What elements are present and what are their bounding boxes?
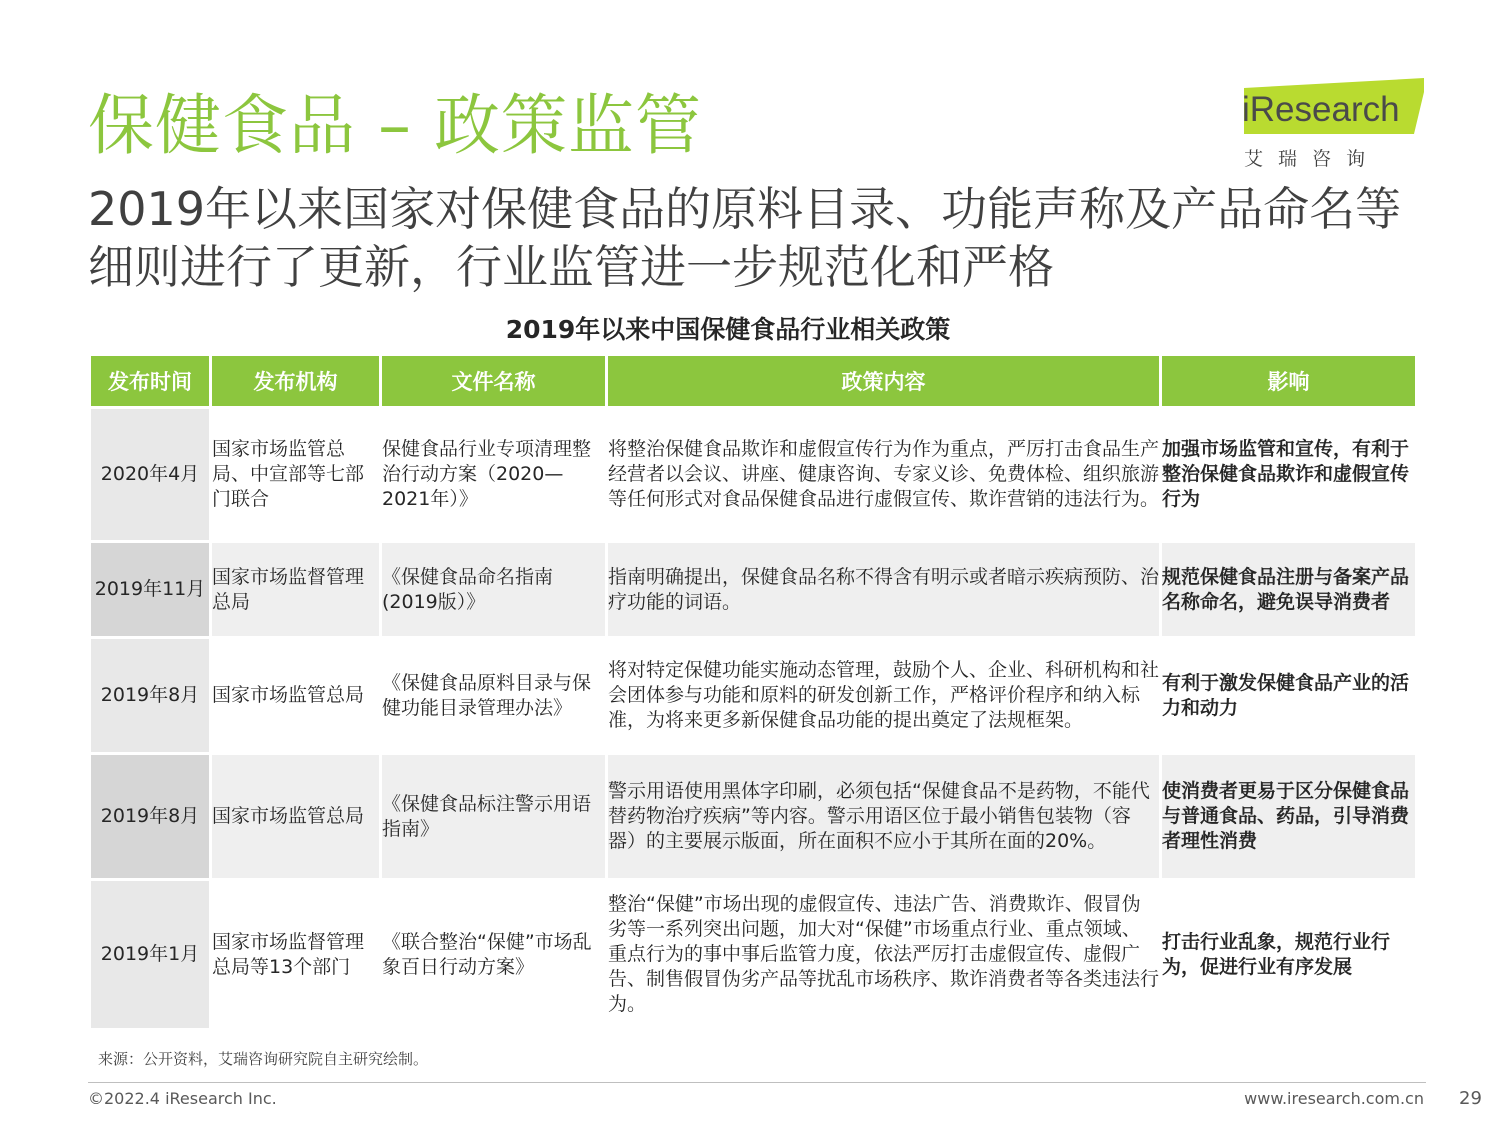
cell-issuer: 国家市场监管总局 bbox=[212, 639, 379, 752]
cell-document: 保健食品行业专项清理整治行动方案（2020—2021年）》 bbox=[382, 409, 605, 540]
cell-impact: 打击行业乱象，规范行业行为，促进行业有序发展 bbox=[1162, 881, 1415, 1028]
table-row bbox=[91, 543, 1415, 636]
cell-document: 《保健食品标注警示用语指南》 bbox=[382, 755, 605, 878]
cell-issuer: 国家市场监管总局 bbox=[212, 755, 379, 878]
logo-brand: iResearch bbox=[1242, 90, 1400, 129]
cell-issuer: 国家市场监管总局、中宣部等七部门联合 bbox=[212, 409, 379, 540]
cell-content: 将整治保健食品欺诈和虚假宣传行为作为重点，严厉打击食品生产经营者以会议、讲座、健康咨询、专家义诊、免费体检、组织旅游等任何形式对食品保健食品进行虚假宣传、欺诈营销的违法行为。 bbox=[608, 409, 1159, 540]
table-row bbox=[91, 639, 1415, 752]
iresearch-logo bbox=[1230, 78, 1430, 168]
cell-date: 2019年11月 bbox=[91, 543, 209, 636]
column-header-date: 发布时间 bbox=[91, 356, 209, 406]
cell-content: 警示用语使用黑体字印刷，必须包括“保健食品不是药物，不能代替药物治疗疾病”等内容。警示用语区位于最小销售包装物（容器）的主要展示版面，所在面积不应小于其所在面的20%。 bbox=[608, 755, 1159, 878]
policy-table bbox=[88, 353, 1418, 1031]
table-row bbox=[91, 755, 1415, 878]
cell-date: 2019年8月 bbox=[91, 755, 209, 878]
table-header-row bbox=[91, 356, 1415, 406]
page-title: 保健食品 – 政策监管 bbox=[88, 87, 702, 164]
website-link[interactable]: www.iresearch.com.cn bbox=[1244, 1089, 1424, 1108]
column-header-document: 文件名称 bbox=[382, 356, 605, 406]
cell-content: 指南明确提出，保健食品名称不得含有明示或者暗示疾病预防、治疗功能的词语。 bbox=[608, 543, 1159, 636]
cell-content: 将对特定保健功能实施动态管理，鼓励个人、企业、科研机构和社会团体参与功能和原料的研发创新工作，严格评价程序和纳入标准，为将来更多新保健食品功能的提出奠定了法规框架。 bbox=[608, 639, 1159, 752]
cell-document: 《保健食品命名指南(2019版）》 bbox=[382, 543, 605, 636]
column-header-issuer: 发布机构 bbox=[212, 356, 379, 406]
cell-issuer: 国家市场监督管理总局 bbox=[212, 543, 379, 636]
copyright: ©2022.4 iResearch Inc. bbox=[88, 1089, 277, 1108]
cell-impact: 规范保健食品注册与备案产品名称命名，避免误导消费者 bbox=[1162, 543, 1415, 636]
cell-impact: 使消费者更易于区分保健食品与普通食品、药品，引导消费者理性消费 bbox=[1162, 755, 1415, 878]
logo-tagline: 艾瑞咨询 bbox=[1244, 148, 1381, 170]
page-subtitle: 2019年以来国家对保健食品的原料目录、功能声称及产品命名等细则进行了更新，行业监管进一步规范化和严格 bbox=[88, 182, 1402, 294]
page-number: 29 bbox=[1459, 1088, 1482, 1109]
cell-content: 整治“保健”市场出现的虚假宣传、违法广告、消费欺诈、假冒伪劣等一系列突出问题，加大对“保健”市场重点行业、重点领域、重点行为的事中事后监管力度，依法严厉打击虚假宣传、虚假广告、制售假冒伪劣产品等扰乱市场秩序、欺诈消费者等各类违法行为。 bbox=[608, 881, 1159, 1028]
cell-issuer: 国家市场监督管理总局等13个部门 bbox=[212, 881, 379, 1028]
cell-document: 《保健食品原料目录与保健功能目录管理办法》 bbox=[382, 639, 605, 752]
table-row bbox=[91, 881, 1415, 1028]
cell-date: 2020年4月 bbox=[91, 409, 209, 540]
table-title: 2019年以来中国保健食品行业相关政策 bbox=[505, 315, 951, 344]
column-header-impact: 影响 bbox=[1162, 356, 1415, 406]
cell-impact: 有利于激发保健食品产业的活力和动力 bbox=[1162, 639, 1415, 752]
column-header-content: 政策内容 bbox=[608, 356, 1159, 406]
source-note: 来源：公开资料，艾瑞咨询研究院自主研究绘制。 bbox=[98, 1050, 429, 1068]
cell-date: 2019年8月 bbox=[91, 639, 209, 752]
footer-divider bbox=[88, 1082, 1426, 1083]
table-row bbox=[91, 409, 1415, 540]
cell-document: 《联合整治“保健”市场乱象百日行动方案》 bbox=[382, 881, 605, 1028]
cell-impact: 加强市场监管和宣传，有利于整治保健食品欺诈和虚假宣传行为 bbox=[1162, 409, 1415, 540]
cell-date: 2019年1月 bbox=[91, 881, 209, 1028]
